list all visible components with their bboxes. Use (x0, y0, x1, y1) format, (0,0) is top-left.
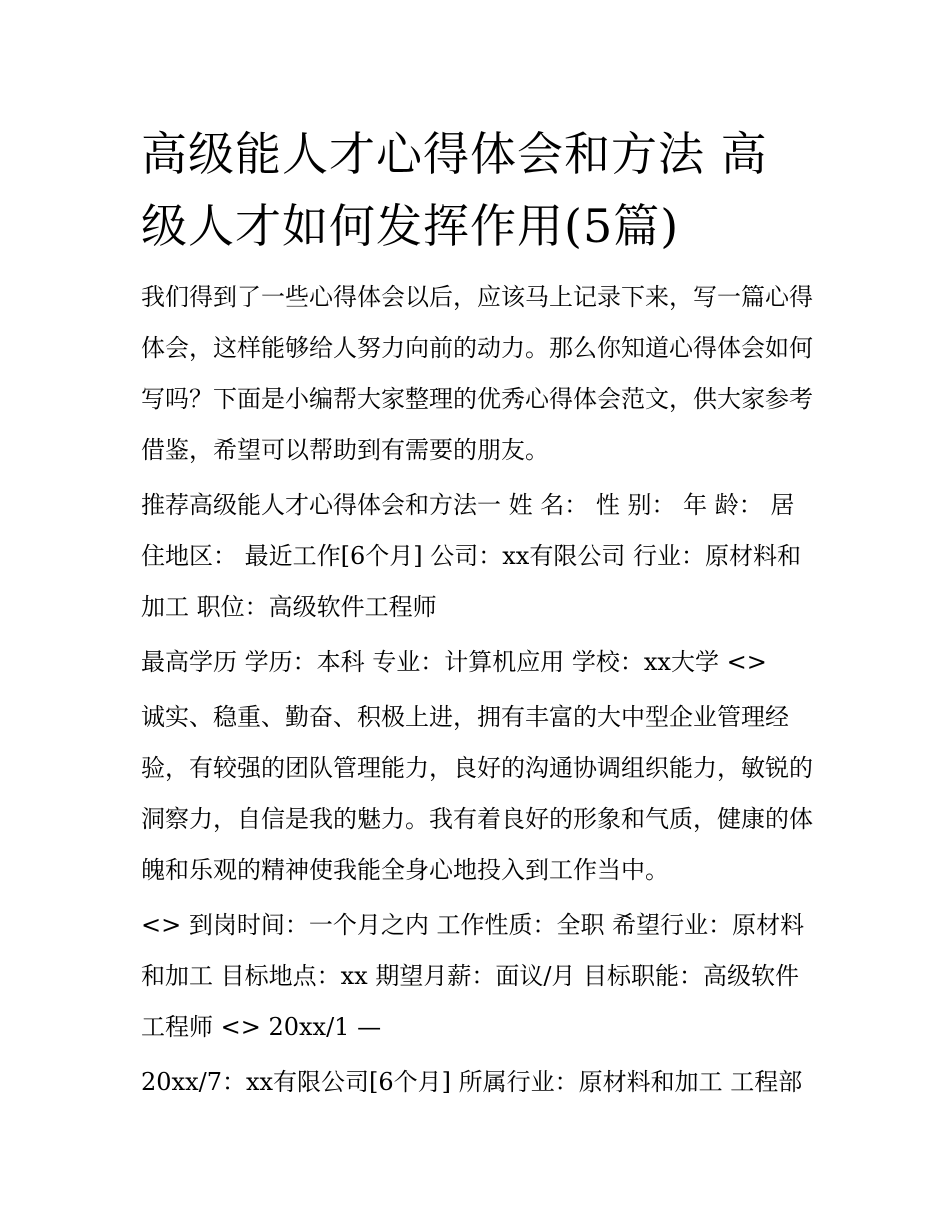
education-paragraph: 最高学历 学历：本科 专业：计算机应用 学校：xx大学 <> (141, 648, 767, 676)
work-experience-paragraph: 20xx/7：xx有限公司[6个月] 所属行业：原材料和加工 工程部 (141, 1068, 803, 1096)
document-body (141, 118, 813, 1112)
job-intention-paragraph: <> 到岗时间：一个月之内 工作性质：全职 希望行业：原材料和加工 目标地点：xx 期望月薪：面议/月 目标职能：高级软件工程师 <> 20xx/1 — (141, 911, 805, 1041)
intro-paragraph: 我们得到了一些心得体会以后，应该马上记录下来，写一篇心得体会，这样能够给人努力向前的动力。那么你知道心得体会如何写吗？下面是小编帮大家整理的优秀心得体会范文，供大家参考借鉴，希望可以帮助到有需要的朋友。 (141, 283, 813, 464)
profile-paragraph: 推荐高级能人才心得体会和方法一 姓 名： 性 别： 年 龄： 居住地区： 最近工作[6个月] 公司：xx有限公司 行业：原材料和加工 职位：高级软件工程师 (141, 491, 801, 621)
self-evaluation-paragraph: 诚实、稳重、勤奋、积极上进，拥有丰富的大中型企业管理经验，有较强的团队管理能力，良好的沟通协调组织能力，敏锐的洞察力，自信是我的魅力。我有着良好的形象和气质，健康的体魄和乐观的精神使我能全身心地投入到工作当中。 (141, 703, 813, 884)
document-title: 高级能人才心得体会和方法 高级人才如何发挥作用(5篇) (141, 127, 768, 253)
